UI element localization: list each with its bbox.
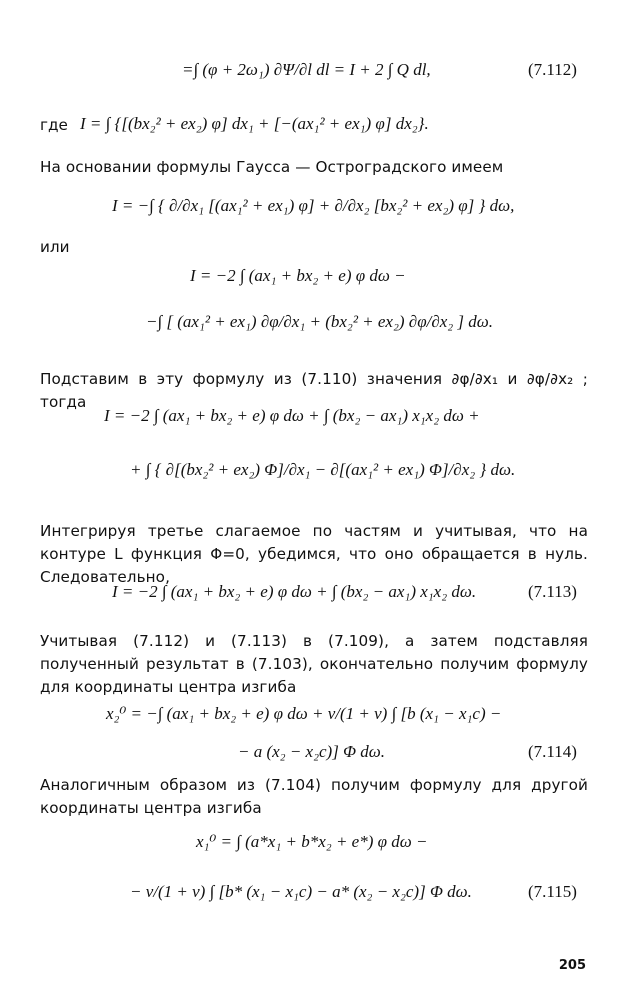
equation-i-part1: I = −2 ∫ (ax₁ + bx₂ + e) φ dω −: [190, 266, 406, 285]
equation-i-definition: I = ∫ {[(bx₂² + ex₂) φ] dx₁ + [−(ax₁² + ex₁) φ] dx₂}.: [80, 114, 429, 133]
equation-i-expanded-2: + ∫ { ∂[(bx₂² + ex₂) Φ]/∂x₁ − ∂[(ax₁² + ex₁) Φ]/∂x₂ } dω.: [130, 460, 516, 479]
equation-number-7-113: (7.113): [528, 582, 577, 601]
equation-7-115-line2: − ν/(1 + ν) ∫ [b* (x₁ − x₁c) − a* (x₂ − x₂c)] Φ dω.: [130, 882, 472, 901]
equation-number-7-115: (7.115): [528, 882, 577, 901]
equation-7-114-line1: x₂⁰ = −∫ (ax₁ + bx₂ + e) φ dω + ν/(1 + ν) ∫ [b (x₁ − x₁c) −: [106, 704, 502, 723]
paragraph-integrating: Интегрируя третье слагаемое по частям и учитывая, что на контуре L функция Φ=0, убедимся, что оно обращается в нуль. Следовательно,: [40, 522, 588, 586]
equation-i-part2: −∫ [ (ax₁² + ex₁) ∂φ/∂x₁ + (bx₂² + ex₂) ∂φ/∂x₂ ] dω.: [146, 312, 494, 331]
equation-number-7-114: (7.114): [528, 742, 577, 761]
equation-7-114-line2: − a (x₂ − x₂c)] Φ dω.: [238, 742, 386, 761]
paragraph-similarly: Аналогичным образом из (7.104) получим формулу для другой координаты центра изгиба: [40, 776, 588, 817]
paragraph-considering: Учитывая (7.112) и (7.113) в (7.109), а затем подставляя полученный результат в (7.103), окончательно получим формулу для координаты центра изгиба: [40, 632, 588, 696]
equation-gauss: I = −∫ { ∂/∂x₁ [(ax₁² + ex₁) φ] + ∂/∂x₂ [bx₂² + ex₂) φ] } dω,: [112, 196, 515, 215]
paragraph-gauss: На основании формулы Гаусса — Остроградского имеем: [40, 158, 504, 176]
equation-7-113: I = −2 ∫ (ax₁ + bx₂ + e) φ dω + ∫ (bx₂ − ax₁) x₁x₂ dω.: [112, 582, 477, 601]
equation-7-112: =∫ (φ + 2ω₁) ∂Ψ/∂l dl = I + 2 ∫ Q dl,: [182, 60, 431, 79]
equation-7-115-line1: x₁⁰ = ∫ (a*x₁ + b*x₂ + e*) φ dω −: [196, 832, 428, 851]
or-label: или: [40, 238, 70, 256]
where-label: где: [40, 116, 68, 134]
equation-number-7-112: (7.112): [528, 60, 577, 79]
equation-i-expanded-1: I = −2 ∫ (ax₁ + bx₂ + e) φ dω + ∫ (bx₂ − ax₁) x₁x₂ dω +: [104, 406, 480, 425]
paragraph-substitute: Подставим в эту формулу из (7.110) значения ∂φ/∂x₁ и ∂φ/∂x₂ ; тогда: [40, 370, 588, 411]
page-number: 205: [558, 958, 586, 973]
